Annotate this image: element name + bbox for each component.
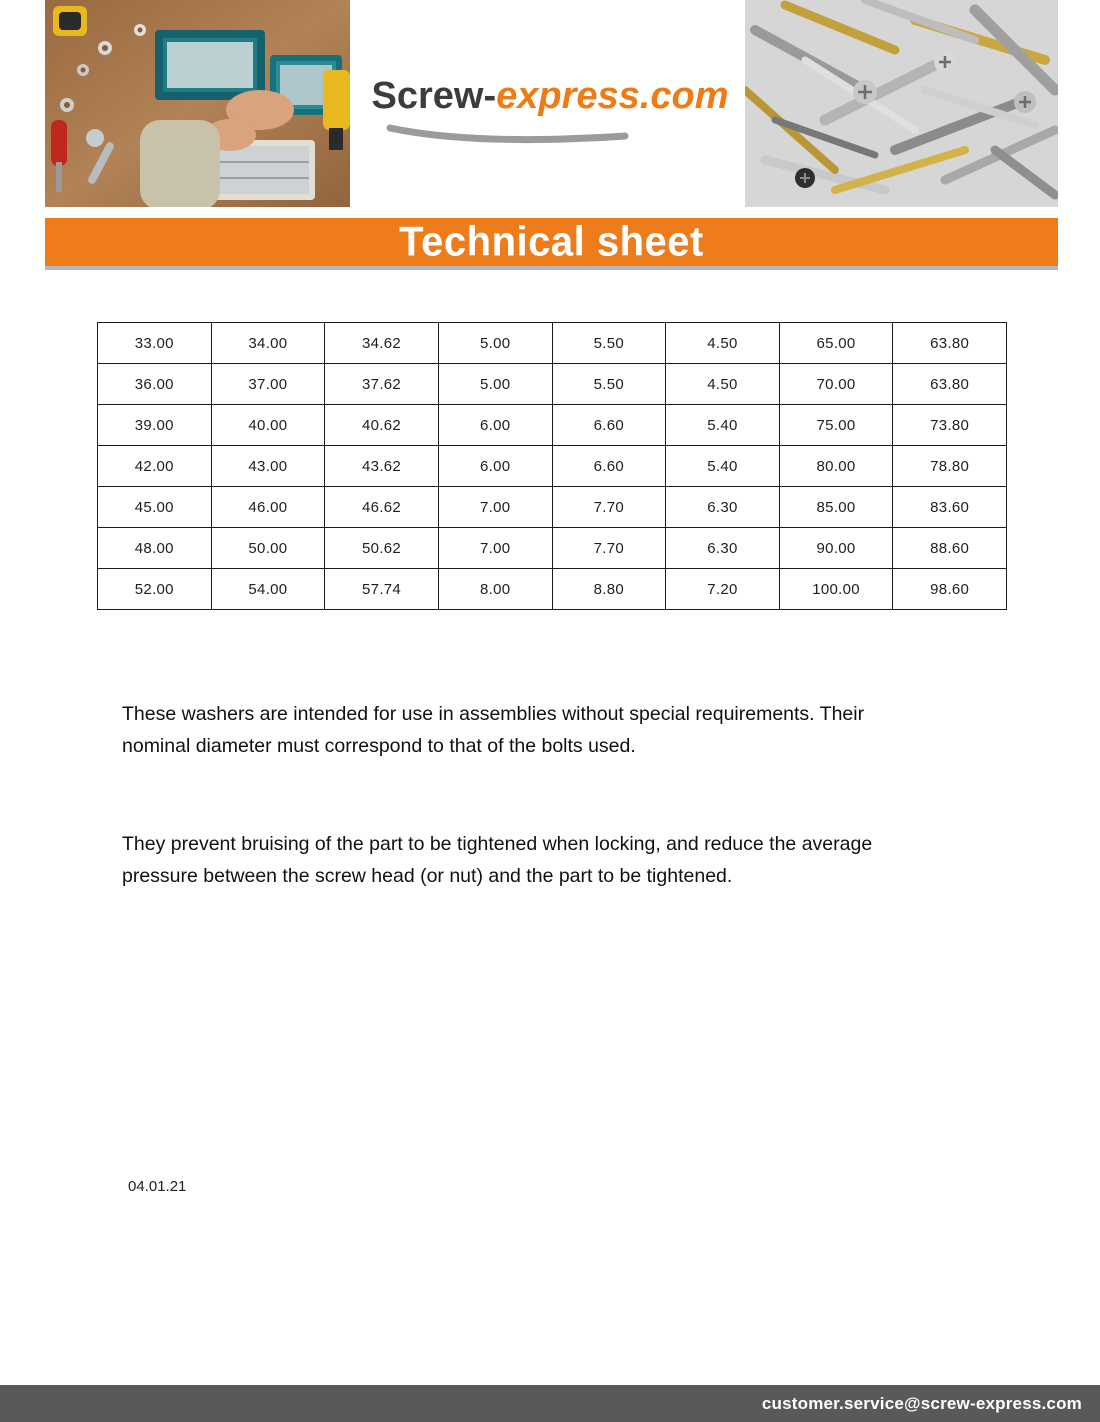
table-cell: 5.00: [438, 323, 552, 364]
table-cell: 78.80: [893, 446, 1007, 487]
table-cell: 4.50: [666, 323, 780, 364]
table-cell: 63.80: [893, 323, 1007, 364]
table-cell: 7.70: [552, 487, 666, 528]
table-cell: 6.30: [666, 487, 780, 528]
table-cell: 40.00: [211, 405, 325, 446]
paragraph-usage: These washers are intended for use in assemblies without special requirements. Their nominal diameter must correspond to that of the bolts used.: [122, 703, 865, 757]
logo-part2: express.com: [496, 75, 729, 117]
table-cell: 34.62: [325, 323, 439, 364]
table-cell: 7.20: [666, 569, 780, 610]
table-cell: 90.00: [779, 528, 893, 569]
workbench-photo-graphic: [45, 0, 350, 207]
logo-text: [350, 75, 750, 118]
table-row: [98, 405, 1007, 446]
table-cell: 46.62: [325, 487, 439, 528]
table-cell: 54.00: [211, 569, 325, 610]
workbench-photo: [45, 0, 350, 207]
table-cell: 5.40: [666, 446, 780, 487]
document-date: 04.01.21: [128, 1178, 187, 1195]
table-cell: 36.00: [98, 364, 212, 405]
table-cell: 6.30: [666, 528, 780, 569]
logo-part1: Screw-: [371, 75, 497, 117]
table-cell: 98.60: [893, 569, 1007, 610]
table-cell: 37.00: [211, 364, 325, 405]
table-cell: 6.60: [552, 446, 666, 487]
table-row: [98, 569, 1007, 610]
table-cell: 5.40: [666, 405, 780, 446]
table-row: [98, 487, 1007, 528]
table-cell: 88.60: [893, 528, 1007, 569]
table-row: [98, 446, 1007, 487]
table-row: [98, 364, 1007, 405]
table-cell: 85.00: [779, 487, 893, 528]
table-cell: 7.00: [438, 528, 552, 569]
table-cell: 40.62: [325, 405, 439, 446]
table-cell: 63.80: [893, 364, 1007, 405]
table-cell: 7.70: [552, 528, 666, 569]
table-cell: 75.00: [779, 405, 893, 446]
table-cell: 57.74: [325, 569, 439, 610]
footer-bar: [0, 1385, 1100, 1422]
banner-title: Technical sheet: [399, 218, 704, 265]
table-cell: 43.00: [211, 446, 325, 487]
table-cell: 34.00: [211, 323, 325, 364]
spec-table-wrap: [97, 322, 1007, 610]
spec-table: [97, 322, 1007, 610]
table-cell: 43.62: [325, 446, 439, 487]
spec-table-body: [98, 323, 1007, 610]
table-cell: 4.50: [666, 364, 780, 405]
table-cell: 83.60: [893, 487, 1007, 528]
table-cell: 70.00: [779, 364, 893, 405]
table-cell: 45.00: [98, 487, 212, 528]
table-cell: 33.00: [98, 323, 212, 364]
table-cell: 42.00: [98, 446, 212, 487]
table-cell: 73.80: [893, 405, 1007, 446]
paragraph-function: They prevent bruising of the part to be tightened when locking, and reduce the average pressure between the screw head (or nut) and the part to be tightened.: [122, 833, 873, 887]
screws-photo-graphic: [745, 0, 1058, 207]
table-cell: 39.00: [98, 405, 212, 446]
table-cell: 6.00: [438, 405, 552, 446]
table-row: [98, 528, 1007, 569]
table-cell: 8.00: [438, 569, 552, 610]
table-cell: 80.00: [779, 446, 893, 487]
table-cell: 5.00: [438, 364, 552, 405]
table-cell: 6.60: [552, 405, 666, 446]
logo: [350, 75, 750, 146]
table-cell: 100.00: [779, 569, 893, 610]
table-row: [98, 323, 1007, 364]
table-cell: 48.00: [98, 528, 212, 569]
table-cell: 6.00: [438, 446, 552, 487]
table-cell: 46.00: [211, 487, 325, 528]
table-cell: 5.50: [552, 364, 666, 405]
banner: [45, 218, 1058, 270]
table-cell: 8.80: [552, 569, 666, 610]
footer-email[interactable]: customer.service@screw-express.com: [761, 1393, 1082, 1413]
table-cell: 50.00: [211, 528, 325, 569]
table-cell: 5.50: [552, 323, 666, 364]
logo-swoosh-graphic: [385, 120, 715, 146]
table-cell: 37.62: [325, 364, 439, 405]
table-cell: 65.00: [779, 323, 893, 364]
screws-photo: [745, 0, 1058, 207]
table-cell: 52.00: [98, 569, 212, 610]
table-cell: 50.62: [325, 528, 439, 569]
table-cell: 7.00: [438, 487, 552, 528]
